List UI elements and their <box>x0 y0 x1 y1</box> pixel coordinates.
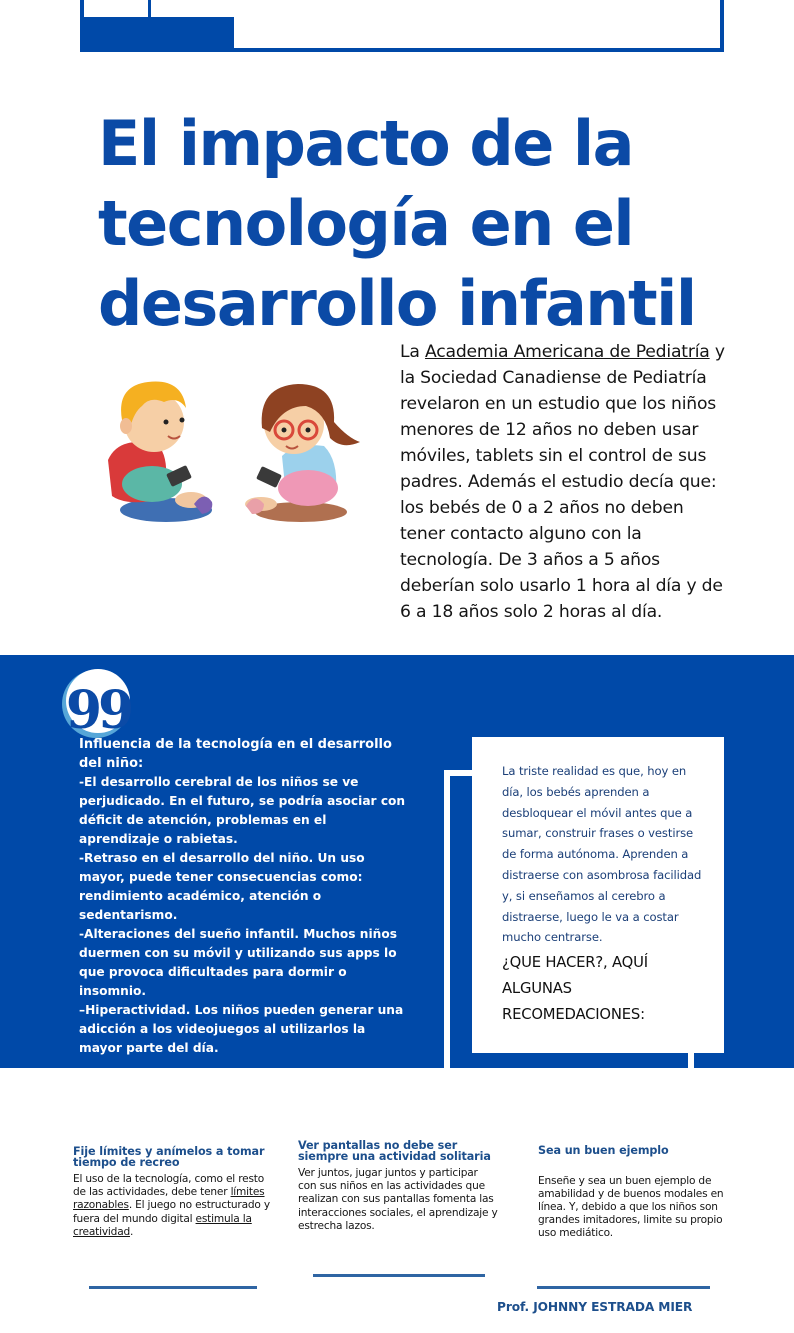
quote-glyph: 99 <box>65 680 131 741</box>
recommendation-text-part: . El juego no estructurado y fuera del mundo digital <box>73 1199 270 1225</box>
intro-body: y la Sociedad Canadiense de Pediatría revelaron en un estudio que los niños menores de 12 años no deben usar móviles, tablets sin el control de sus padres. Además el estudio decía que: los bebés de 0 a 2 años no deben tener contacto alguno con la tecnología. De 3 años a 5 años deberían solo usarlo 1 hora al día y de 6 a 18 años solo 2 horas al día. <box>400 342 725 622</box>
recommendation-text-part: El uso de la tecnología, como el resto de las actividades, debe tener <box>73 1173 265 1199</box>
divider <box>89 1286 257 1289</box>
author-credit: Prof. JOHNNY ESTRADA MIER <box>497 1300 693 1314</box>
boy-icon <box>108 382 212 522</box>
children-with-phones-illustration <box>86 372 376 532</box>
intro-prefix: La <box>400 342 425 362</box>
reality-card <box>472 737 724 1053</box>
title-line-2: tecnología en el <box>98 187 634 260</box>
recommendation-limits <box>73 1147 273 1239</box>
academia-pediatria-link[interactable]: Academia Americana de Pediatría <box>424 342 710 362</box>
recommendations-heading: ¿QUE HACER?, AQUÍ ALGUNAS RECOMEDACIONES: <box>502 954 648 1024</box>
title-line-1: El impacto de la <box>98 107 633 180</box>
card-frame-line-top <box>444 770 474 776</box>
divider <box>537 1286 710 1289</box>
influence-item-brain: -El desarrollo cerebral de los niños se ve perjudicado. En el futuro, se podría asociar con déficit de atención, problemas en el aprendizaje o rabietas. <box>79 775 406 846</box>
intro-paragraph <box>400 339 730 625</box>
recommendation-title: Ver pantallas no debe ser siempre una actividad solitaria <box>298 1139 491 1163</box>
recommendation-text <box>73 1173 273 1239</box>
influence-item-delay: -Retraso en el desarrollo del niño. Un uso mayor, puede tener consecuencias como: rendimiento académico, atención o sedentarismo. <box>79 851 365 922</box>
influence-section <box>79 735 409 1058</box>
divider <box>313 1274 485 1277</box>
page-title <box>98 104 718 344</box>
girl-icon <box>245 384 360 522</box>
influence-item-hyperactivity: –Hiperactividad. Los niños pueden generar una adicción a los videojuegos al utilizarlos la mayor parte del día. <box>79 1003 404 1055</box>
limites-razonables-link[interactable]: límites razonables <box>73 1186 265 1212</box>
top-decorative-block <box>80 17 234 52</box>
estimula-creatividad-link[interactable]: estimula la creatividad <box>73 1212 252 1238</box>
recommendation-title: Fije límites y anímelos a tomar tiempo de recreo <box>73 1145 265 1169</box>
influence-heading: Influencia de la tecnología en el desarrollo del niño: <box>79 737 392 771</box>
quote-icon <box>65 669 131 741</box>
recommendation-text: Ver juntos, jugar juntos y participar con sus niños en las actividades que realizan con sus pantallas fomenta las interacciones sociales, el aprendizaje y estrecha lazos. <box>298 1167 498 1232</box>
reality-text: La triste realidad es que, hoy en día, los bebés aprenden a desbloquear el móvil antes que a sumar, construir frases o vestirse de forma autónoma. Aprenden a distraerse con asombrosa facilidad y, si enseñamos al cerebro a distraerse, luego le va a costar mucho centrarse. <box>502 764 702 945</box>
recommendation-text: Enseñe y sea un buen ejemplo de amabilidad y de buenos modales en línea. Y, debido a que los niños son grandes imitadores, limite su propio uso mediático. <box>538 1174 724 1240</box>
title-line-3: desarrollo infantil <box>98 267 696 340</box>
recommendation-title: Sea un buen ejemplo <box>538 1144 669 1157</box>
influence-item-sleep: -Alteraciones del sueño infantil. Muchos niños duermen con su móvil y utilizando sus apps lo que provoca dificultades para dormir o insomnio. <box>79 927 397 998</box>
top-decorative-line <box>148 0 151 17</box>
recommendation-shared-screens <box>298 1141 498 1233</box>
card-frame-line-right <box>688 1053 694 1068</box>
recommendation-good-example <box>538 1146 728 1241</box>
card-frame-line-left <box>444 770 450 1068</box>
recommendation-text-part: . <box>130 1225 134 1238</box>
